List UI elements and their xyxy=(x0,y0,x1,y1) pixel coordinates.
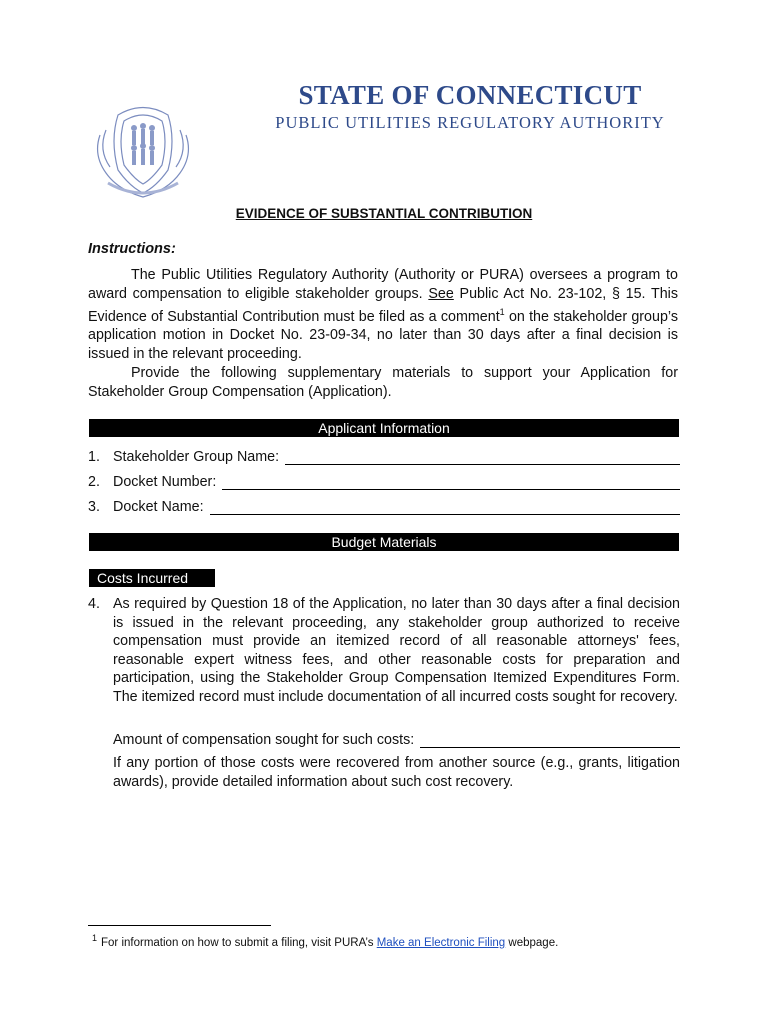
stakeholder-group-name-input[interactable] xyxy=(285,450,680,465)
instructions-paragraph-2: Provide the following supplementary materials to support your Application for Stakeholder Group Compensation (Application). xyxy=(88,365,678,400)
docket-name-input[interactable] xyxy=(210,500,680,515)
field-label: Docket Number: xyxy=(113,474,217,490)
footnote: $^1$ For information on how to submit a filing, visit PURA’s Make an Electronic Filing webpage. xyxy=(92,933,559,949)
electronic-filing-link[interactable]: Make an Electronic Filing xyxy=(376,936,506,949)
field-label: Stakeholder Group Name: xyxy=(113,449,280,465)
document-title: EVIDENCE OF SUBSTANTIAL CONTRIBUTION xyxy=(235,206,533,221)
question-4-text: As required by Question 18 of the Application, no later than 30 days after a final decision is issued in the relevant proceeding, any stakeholder group authorized to receive compensation must provide an itemized record of all reasonable attorneys' fees, reasonable expert witness fees, and other reasonable costs for preparation and participation, using the Stakeholder Group Compensation Itemized Expenditures Form. The itemized record must include documentation of all incurred costs sought for recovery. xyxy=(113,596,680,705)
budget-materials-heading: Budget Materials xyxy=(89,533,679,551)
field-label: Amount of compensation sought for such costs: xyxy=(113,732,415,748)
footnote-divider xyxy=(88,925,271,926)
state-seal-icon xyxy=(88,95,198,205)
instructions-paragraph-1: The Public Utilities Regulatory Authority (Authority or PURA) oversees a program to award compensation to eligible stakeholder groups. See Public Act No. 23-102, § 15. This Evidence of Substantial Contribution must be filed as a comment$^1$ on the stakeholder group’s application motion in Docket No. 23-09-34, no later than 30 days after a final decision is issued in the relevant proceeding. xyxy=(88,267,678,362)
field-label: Docket Name: xyxy=(113,499,204,515)
amount-sought-input[interactable] xyxy=(420,733,680,748)
question-4: 4. As required by Question 18 of the Application, no later than 30 days after a final decision is issued in the relevant proceeding, any stakeholder group authorized to receive compensation must provide an itemized record of all reasonable attorneys' fees, reasonable expert witness fees, and other reasonable costs for preparation and participation, using the Stakeholder Group Compensation Itemized Expenditures Form. The itemized record must include documentation of all incurred costs sought for recovery. xyxy=(88,596,680,705)
applicant-information-heading: Applicant Information xyxy=(89,419,679,437)
organization-title: STATE OF CONNECTICUT xyxy=(298,80,642,110)
cost-recovery-question: If any portion of those costs were recovered from another source (e.g., grants, litigation awards), provide detailed information about such cost recovery. xyxy=(113,755,680,790)
docket-number-input[interactable] xyxy=(222,475,680,490)
costs-incurred-heading: Costs Incurred xyxy=(89,569,215,587)
amount-sought-field[interactable] xyxy=(113,728,680,748)
see-reference: See xyxy=(428,285,454,302)
instructions-heading: Instructions: xyxy=(88,241,176,257)
footnote-reference: 1 xyxy=(499,307,505,317)
docket-number-field[interactable]: 2. Docket Number: xyxy=(88,470,680,490)
stakeholder-group-name-field[interactable]: 1. Stakeholder Group Name: xyxy=(88,445,680,465)
organization-subtitle: PUBLIC UTILITIES REGULATORY AUTHORITY xyxy=(275,113,665,132)
docket-name-field[interactable]: 3. Docket Name: xyxy=(88,495,680,515)
